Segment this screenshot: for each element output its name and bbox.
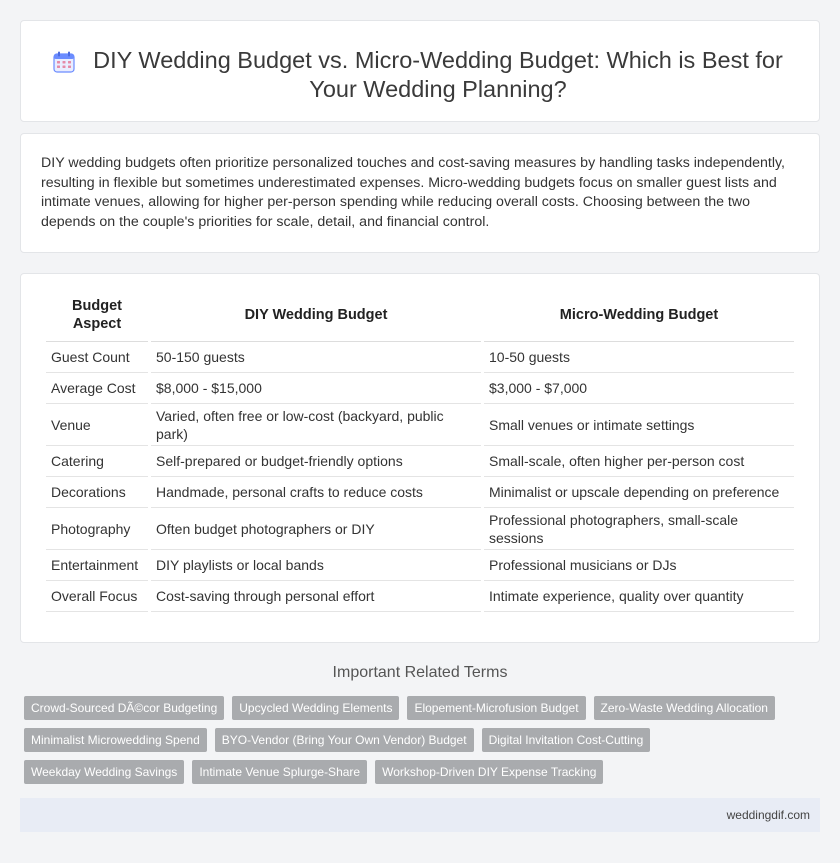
footer xyxy=(20,798,820,832)
table-row xyxy=(46,446,794,477)
table-row xyxy=(46,550,794,581)
diy-cell: Varied, often free or low-cost (backyard, public park) xyxy=(151,404,481,446)
table-header-row xyxy=(46,294,794,342)
table-row xyxy=(46,581,794,612)
title-card xyxy=(20,20,820,122)
aspect-cell: Overall Focus xyxy=(46,581,148,612)
intro-paragraph: DIY wedding budgets often prioritize personalized touches and cost-saving measures by handling tasks independently, resulting in flexible but sometimes underestimated expenses. Micro-wedding budgets focus on smaller guest lists and intimate venues, allowing for higher per-person spending while reducing overall costs. Choosing between the two depends on the couple's priorities for scale, detail, and financial control. xyxy=(41,155,785,230)
header-micro-budget: Micro-Wedding Budget xyxy=(484,294,794,342)
comparison-table-card xyxy=(20,273,820,643)
diy-cell: 50-150 guests xyxy=(151,342,481,373)
micro-cell: Professional photographers, small-scale sessions xyxy=(484,508,794,550)
table-row xyxy=(46,373,794,404)
micro-cell: $3,000 - $7,000 xyxy=(484,373,794,404)
diy-cell: Handmade, personal crafts to reduce costs xyxy=(151,477,481,508)
micro-cell: 10-50 guests xyxy=(484,342,794,373)
aspect-cell: Decorations xyxy=(46,477,148,508)
aspect-cell: Average Cost xyxy=(46,373,148,404)
related-terms-list xyxy=(24,696,824,792)
related-term-tag[interactable]: BYO-Vendor (Bring Your Own Vendor) Budget xyxy=(215,728,474,752)
diy-cell: Cost-saving through personal effort xyxy=(151,581,481,612)
table-row xyxy=(46,404,794,446)
related-terms-title: Important Related Terms xyxy=(332,664,508,681)
micro-cell: Small-scale, often higher per-person cost xyxy=(484,446,794,477)
header-budget-aspect: Budget Aspect xyxy=(46,294,148,342)
related-term-tag[interactable]: Crowd-Sourced DÃ©cor Budgeting xyxy=(24,696,224,720)
related-term-tag[interactable]: Elopement-Microfusion Budget xyxy=(407,696,585,720)
page-title: DIY Wedding Budget vs. Micro-Wedding Budget: Which is Best for Your Wedding Planning? xyxy=(93,47,783,102)
aspect-cell: Catering xyxy=(46,446,148,477)
micro-cell: Minimalist or upscale depending on preference xyxy=(484,477,794,508)
diy-cell: Often budget photographers or DIY xyxy=(151,508,481,550)
related-term-tag[interactable]: Weekday Wedding Savings xyxy=(24,760,184,784)
micro-cell: Small venues or intimate settings xyxy=(484,404,794,446)
related-term-tag[interactable]: Workshop-Driven DIY Expense Tracking xyxy=(375,760,603,784)
table-row xyxy=(46,477,794,508)
table-row xyxy=(46,342,794,373)
table-row xyxy=(46,508,794,550)
intro-card xyxy=(20,133,820,253)
aspect-cell: Venue xyxy=(46,404,148,446)
aspect-cell: Guest Count xyxy=(46,342,148,373)
diy-cell: DIY playlists or local bands xyxy=(151,550,481,581)
header-diy-budget: DIY Wedding Budget xyxy=(151,294,481,342)
related-term-tag[interactable]: Digital Invitation Cost-Cutting xyxy=(482,728,651,752)
related-term-tag[interactable]: Zero-Waste Wedding Allocation xyxy=(594,696,775,720)
diy-cell: Self-prepared or budget-friendly options xyxy=(151,446,481,477)
aspect-cell: Photography xyxy=(46,508,148,550)
related-term-tag[interactable]: Minimalist Microwedding Spend xyxy=(24,728,207,752)
aspect-cell: Entertainment xyxy=(46,550,148,581)
related-term-tag[interactable]: Intimate Venue Splurge-Share xyxy=(192,760,367,784)
related-term-tag[interactable]: Upcycled Wedding Elements xyxy=(232,696,399,720)
footer-site-link[interactable]: weddingdif.com xyxy=(726,808,810,822)
micro-cell: Professional musicians or DJs xyxy=(484,550,794,581)
comparison-table xyxy=(43,294,797,612)
calendar-icon xyxy=(52,50,76,74)
diy-cell: $8,000 - $15,000 xyxy=(151,373,481,404)
micro-cell: Intimate experience, quality over quantity xyxy=(484,581,794,612)
